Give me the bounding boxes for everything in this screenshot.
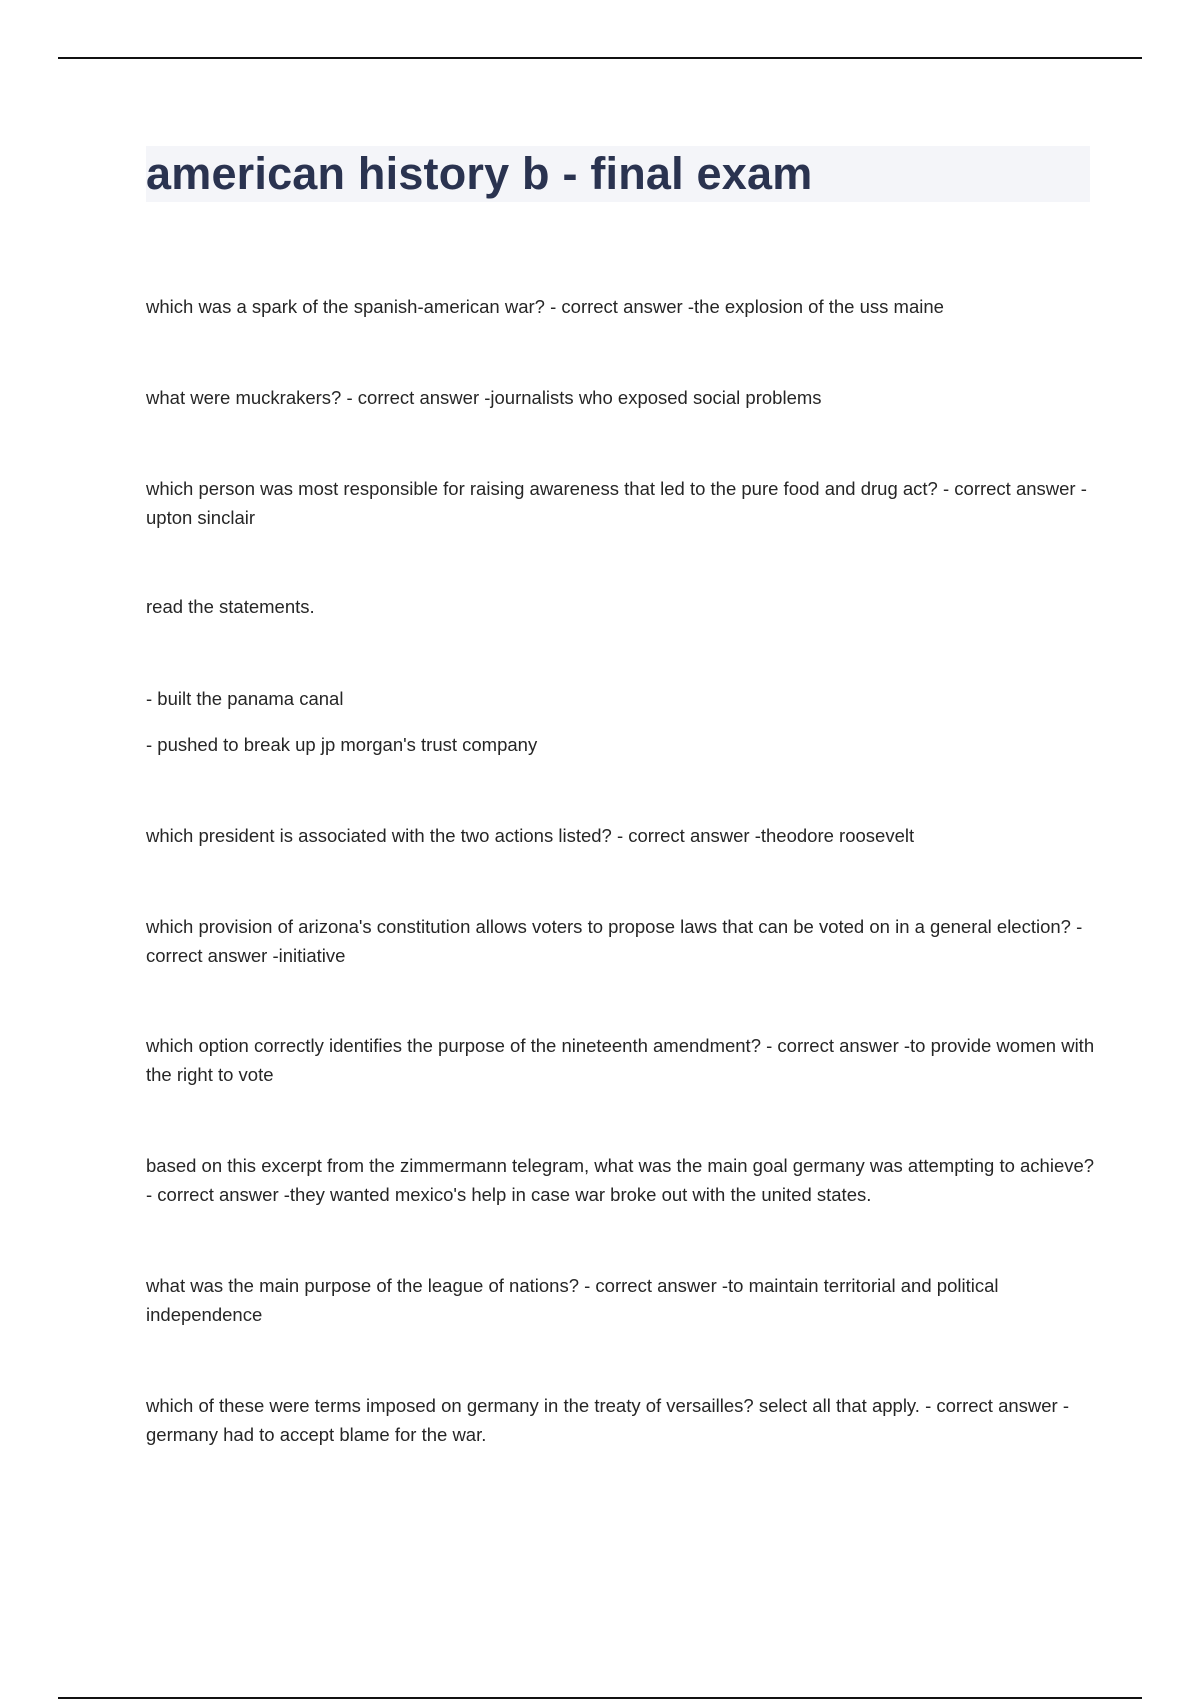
qa-entry: what was the main purpose of the league of nations? - correct answer -to maintain territorial and political independence — [146, 1275, 999, 1325]
list-item: - pushed to break up jp morgan's trust company — [146, 734, 538, 755]
qa-entry: which of these were terms imposed on germany in the treaty of versailles? select all that apply. - correct answer -germany had to accept blame for the war. — [146, 1395, 1070, 1445]
qa-entry: what were muckrakers? - correct answer -journalists who exposed social problems — [146, 387, 822, 408]
qa-entry: which person was most responsible for raising awareness that led to the pure food and drug act? - correct answer -upton sinclair — [146, 478, 1087, 528]
bottom-rule — [58, 1697, 1142, 1699]
qa-entry: read the statements. — [146, 596, 315, 617]
qa-entry: which was a spark of the spanish-american war? - correct answer -the explosion of the uss maine — [146, 296, 944, 317]
qa-entry: based on this excerpt from the zimmermann telegram, what was the main goal germany was attempting to achieve? - correct answer -they wanted mexico's help in case war broke out with the united states. — [146, 1155, 1095, 1205]
list-item: - built the panama canal — [146, 688, 344, 709]
top-rule — [58, 57, 1142, 59]
qa-entry: which president is associated with the two actions listed? - correct answer -theodore roosevelt — [146, 825, 915, 846]
qa-entry: which option correctly identifies the purpose of the nineteenth amendment? - correct answer -to provide women with the right to vote — [146, 1035, 1095, 1085]
document-title: american history b - final exam — [146, 148, 813, 199]
qa-entry: which provision of arizona's constitution allows voters to propose laws that can be voted on in a general election? - correct answer -initiative — [146, 916, 1083, 966]
